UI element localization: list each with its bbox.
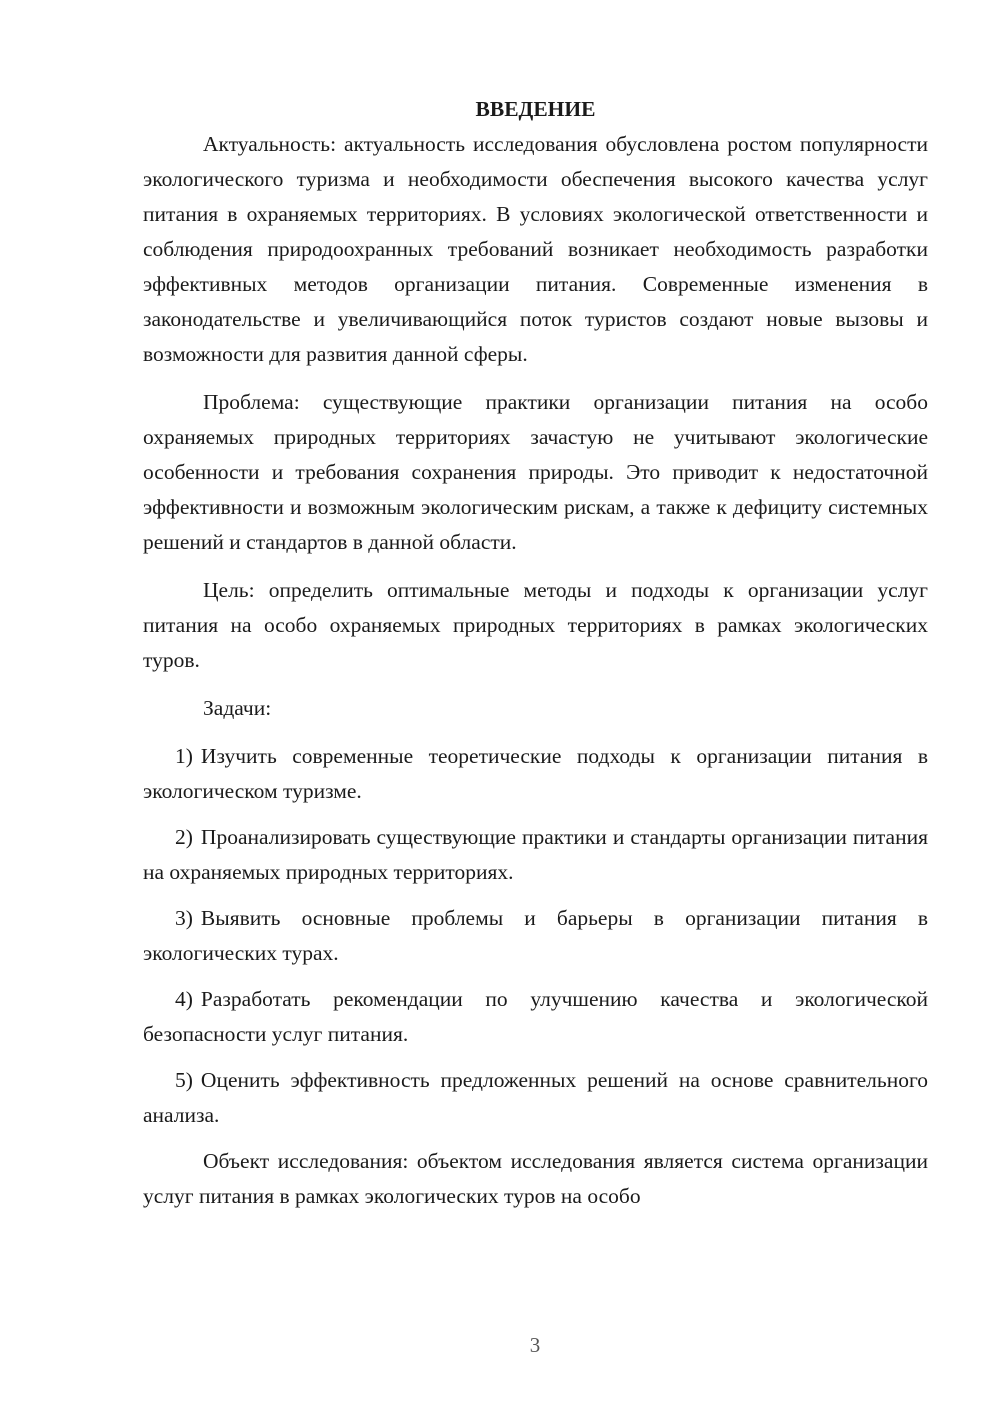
task-number: 2) [175, 825, 193, 849]
paragraph-problem: Проблема: существующие практики организации питания на особо охраняемых природных территориях зачастую не учитывают экологические особенности и требования сохранения природы. Это приводит к недостаточной эффективности и возможным экологическим рискам, а также к дефициту системных решений и стандартов в данной области. [143, 390, 928, 554]
task-number: 5) [175, 1068, 193, 1092]
task-text: Разработать рекомендации по улучшению качества и экологической безопасности услуг питания. [143, 987, 928, 1046]
task-number: 3) [175, 906, 193, 930]
task-number: 1) [175, 744, 193, 768]
task-text: Изучить современные теоретические подходы к организации питания в экологическом туризме. [143, 744, 928, 803]
paragraph-object: Объект исследования: объектом исследования является система организации услуг питания в рамках экологических туров на особо [143, 1149, 928, 1208]
paragraph-goal: Цель: определить оптимальные методы и подходы к организации услуг питания на особо охраняемых природных территориях в рамках экологических туров. [143, 578, 928, 672]
task-item-2 [143, 820, 928, 890]
tasks-label: Задачи: [203, 696, 272, 720]
task-item-1 [143, 739, 928, 809]
task-text: Выявить основные проблемы и барьеры в организации питания в экологических турах. [143, 906, 928, 965]
page-number: 3 [529, 1333, 541, 1357]
task-item-4 [143, 982, 928, 1052]
task-text: Проанализировать существующие практики и стандарты организации питания на охраняемых природных территориях. [143, 825, 928, 884]
paragraph-relevance: Актуальность: актуальность исследования обусловлена ростом популярности экологического туризма и необходимости обеспечения высокого качества услуг питания в охраняемых территориях. В условиях экологической ответственности и соблюдения природоохранных требований возникает необходимость разработки эффективных методов организации питания. Современные изменения в законодательстве и увеличивающийся поток туристов создают новые вызовы и возможности для развития данной сферы. [143, 132, 928, 366]
task-number: 4) [175, 987, 193, 1011]
task-text: Оценить эффективность предложенных решений на основе сравнительного анализа. [143, 1068, 928, 1127]
section-heading: ВВЕДЕНИЕ [475, 97, 596, 121]
page-content [143, 92, 928, 1227]
task-item-3 [143, 901, 928, 971]
task-item-5 [143, 1063, 928, 1133]
